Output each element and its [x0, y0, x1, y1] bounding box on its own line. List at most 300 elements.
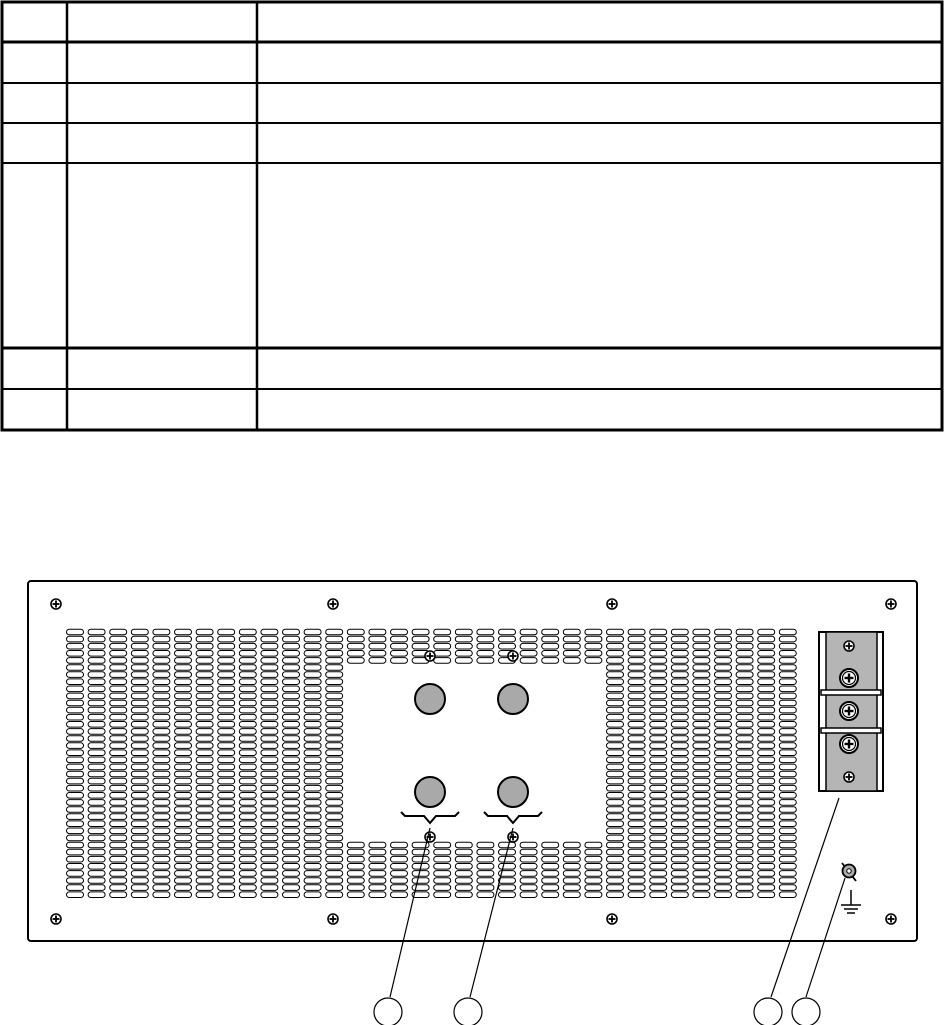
vent-slot [67, 672, 84, 678]
vent-slot [175, 736, 192, 742]
vent-slot [110, 885, 127, 891]
vent-slot [153, 878, 170, 884]
vent-slot [196, 842, 213, 848]
vent-slot [412, 849, 429, 855]
vent-slot [239, 800, 256, 806]
vent-slot [736, 878, 753, 884]
vent-slot [585, 842, 602, 848]
vent-slot [693, 778, 710, 784]
vent-slot [434, 871, 451, 877]
vent-slot [736, 643, 753, 649]
vent-slot [261, 729, 278, 735]
vent-slot [693, 785, 710, 791]
vent-slot [391, 878, 408, 884]
vent-slot [304, 743, 321, 749]
vent-slot [218, 693, 235, 699]
vent-slot [736, 842, 753, 848]
vent-slot [693, 700, 710, 706]
vent-slot [283, 743, 300, 749]
vent-slot [175, 871, 192, 877]
vent-slot [650, 707, 667, 713]
vent-slot [67, 736, 84, 742]
vent-slot [607, 878, 624, 884]
vent-slot [304, 714, 321, 720]
vent-slot [218, 729, 235, 735]
post-plate-screw-icon [425, 651, 435, 661]
vent-slot [369, 658, 386, 664]
vent-slot [779, 892, 796, 898]
vent-slot [736, 821, 753, 827]
vent-slot [455, 643, 472, 649]
vent-slot [196, 700, 213, 706]
vent-slot [412, 636, 429, 642]
vent-slot [326, 793, 343, 799]
vent-slot [715, 778, 732, 784]
vent-slot [671, 729, 688, 735]
vent-slot [736, 750, 753, 756]
vent-slot [736, 800, 753, 806]
vent-slot [67, 778, 84, 784]
vent-slot [67, 835, 84, 841]
vent-slot [218, 821, 235, 827]
vent-slot [715, 835, 732, 841]
vent-slot [218, 878, 235, 884]
vent-slot [218, 636, 235, 642]
vent-slot [131, 693, 148, 699]
vent-slot [88, 651, 105, 657]
vent-slot [283, 714, 300, 720]
vent-slot [758, 700, 775, 706]
vent-slot [131, 672, 148, 678]
vent-slot [175, 864, 192, 870]
vent-slot [693, 757, 710, 763]
vent-slot [671, 707, 688, 713]
terminal-screw-icon[interactable] [840, 735, 858, 753]
vent-slot [779, 651, 796, 657]
vent-slot [326, 885, 343, 891]
vent-slot [175, 849, 192, 855]
vent-slot [671, 764, 688, 770]
vent-slot [758, 800, 775, 806]
vent-slot [455, 864, 472, 870]
vent-slot [520, 842, 537, 848]
vent-slot [628, 665, 645, 671]
vent-slot [196, 643, 213, 649]
vent-slot [779, 643, 796, 649]
vent-slot [239, 629, 256, 635]
binding-post-lower-left[interactable] [415, 777, 445, 807]
vent-slot [715, 665, 732, 671]
vent-slot [671, 828, 688, 834]
vent-slot [520, 885, 537, 891]
vent-slot [585, 878, 602, 884]
vent-slot [196, 807, 213, 813]
vent-slot [455, 849, 472, 855]
vent-slot [779, 793, 796, 799]
vent-slot [412, 871, 429, 877]
vent-slot [218, 679, 235, 685]
vent-slot [347, 856, 364, 862]
vent-slot [736, 785, 753, 791]
vent-slot [196, 885, 213, 891]
vent-slot [693, 629, 710, 635]
vent-slot [671, 672, 688, 678]
vent-slot [88, 856, 105, 862]
vent-slot [607, 849, 624, 855]
vent-slot [715, 651, 732, 657]
vent-slot [607, 842, 624, 848]
vent-slot [196, 849, 213, 855]
vent-slot [607, 629, 624, 635]
vent-slot [283, 864, 300, 870]
vent-slot [650, 729, 667, 735]
vent-slot [650, 814, 667, 820]
vent-slot [693, 856, 710, 862]
vent-slot [520, 629, 537, 635]
vent-slot [153, 771, 170, 777]
vent-slot [196, 835, 213, 841]
vent-slot [239, 743, 256, 749]
vent-slot [326, 679, 343, 685]
vent-slot [671, 665, 688, 671]
vent-slot [650, 686, 667, 692]
vent-slot [758, 771, 775, 777]
vent-slot [671, 679, 688, 685]
vent-slot [607, 828, 624, 834]
terminal-screw-icon[interactable] [840, 669, 858, 687]
vent-slot [283, 828, 300, 834]
vent-slot [607, 729, 624, 735]
vent-slot [563, 643, 580, 649]
vent-slot [110, 814, 127, 820]
vent-slot [671, 750, 688, 756]
vent-slot [455, 636, 472, 642]
vent-slot [239, 643, 256, 649]
vent-slot [693, 814, 710, 820]
vent-slot [304, 814, 321, 820]
vent-slot [67, 707, 84, 713]
vent-slot [131, 658, 148, 664]
vent-slot [347, 636, 364, 642]
vent-slot [671, 856, 688, 862]
vent-slot [196, 722, 213, 728]
vent-slot [736, 629, 753, 635]
vent-slot [607, 722, 624, 728]
vent-slot [650, 629, 667, 635]
vent-slot [175, 636, 192, 642]
vent-slot [715, 729, 732, 735]
vent-slot [218, 771, 235, 777]
vent-slot [131, 821, 148, 827]
vent-slot [88, 693, 105, 699]
vent-slot [239, 750, 256, 756]
vent-slot [261, 750, 278, 756]
vent-slot [693, 849, 710, 855]
vent-slot [88, 892, 105, 898]
vent-slot [110, 643, 127, 649]
vent-slot [196, 814, 213, 820]
vent-slot [153, 729, 170, 735]
binding-post-upper-left[interactable] [415, 684, 445, 714]
vent-slot [110, 828, 127, 834]
vent-slot [693, 885, 710, 891]
vent-slot [304, 800, 321, 806]
vent-slot [261, 842, 278, 848]
vent-slot [736, 757, 753, 763]
vent-slot [261, 722, 278, 728]
vent-slot [67, 785, 84, 791]
vent-slot [110, 693, 127, 699]
vent-slot [607, 892, 624, 898]
vent-slot [758, 743, 775, 749]
vent-slot [326, 835, 343, 841]
vent-slot [628, 821, 645, 827]
vent-slot [391, 849, 408, 855]
vent-slot [628, 651, 645, 657]
vent-slot [736, 679, 753, 685]
vent-slot [218, 672, 235, 678]
vent-slot [715, 714, 732, 720]
vent-slot [153, 821, 170, 827]
vent-slot [88, 871, 105, 877]
vent-slot [758, 722, 775, 728]
vent-slot [715, 629, 732, 635]
vent-slot [110, 743, 127, 749]
vent-slot [542, 864, 559, 870]
vent-slot [715, 743, 732, 749]
vent-slot [326, 849, 343, 855]
vent-slot [326, 871, 343, 877]
vent-slot [131, 736, 148, 742]
vent-slot [196, 778, 213, 784]
vent-slot [67, 814, 84, 820]
vent-slot [261, 643, 278, 649]
vent-slot [563, 878, 580, 884]
vent-slot [153, 629, 170, 635]
vent-slot [736, 736, 753, 742]
callout-bubbles [374, 998, 820, 1025]
vent-slot [175, 643, 192, 649]
vent-slot [153, 700, 170, 706]
binding-post-lower-right[interactable] [498, 777, 528, 807]
vent-slot [499, 629, 516, 635]
vent-slot [175, 828, 192, 834]
vent-slot [391, 643, 408, 649]
vent-slot [218, 700, 235, 706]
vent-slot [131, 757, 148, 763]
vent-slot [175, 821, 192, 827]
vent-slot [304, 700, 321, 706]
vent-slot [758, 707, 775, 713]
vent-slot [196, 785, 213, 791]
vent-slot [628, 835, 645, 841]
vent-slot [585, 651, 602, 657]
vent-slot [455, 885, 472, 891]
vent-slot [607, 651, 624, 657]
vent-slot [758, 679, 775, 685]
vent-slot [153, 707, 170, 713]
vent-slot [434, 842, 451, 848]
vent-slot [196, 750, 213, 756]
vent-slot [153, 658, 170, 664]
vent-slot [779, 856, 796, 862]
vent-slot [175, 722, 192, 728]
vent-slot [88, 849, 105, 855]
vent-slot [326, 658, 343, 664]
vent-slot [131, 764, 148, 770]
vent-slot [779, 864, 796, 870]
vent-slot [304, 658, 321, 664]
vent-slot [434, 878, 451, 884]
vent-slot [563, 842, 580, 848]
vent-slot [779, 658, 796, 664]
vent-slot [131, 878, 148, 884]
vent-slot [628, 849, 645, 855]
vent-slot [153, 743, 170, 749]
terminal-screw-icon[interactable] [840, 702, 858, 720]
vent-slot [499, 842, 516, 848]
vent-slot [607, 835, 624, 841]
vent-slot [175, 729, 192, 735]
vent-slot [110, 729, 127, 735]
vent-slot [736, 714, 753, 720]
vent-slot [628, 736, 645, 742]
vent-slot [369, 643, 386, 649]
vent-slot [175, 842, 192, 848]
vent-slot [218, 707, 235, 713]
vent-slot [715, 764, 732, 770]
binding-post-upper-right[interactable] [498, 684, 528, 714]
vent-slot [283, 764, 300, 770]
vent-slot [736, 793, 753, 799]
vent-slot [650, 785, 667, 791]
vent-slot [693, 636, 710, 642]
vent-slot [736, 665, 753, 671]
vent-slot [563, 864, 580, 870]
vent-slot [239, 736, 256, 742]
vent-slot [628, 800, 645, 806]
vent-slot [110, 785, 127, 791]
vent-slot [131, 722, 148, 728]
vent-slot [175, 757, 192, 763]
vent-slot [175, 679, 192, 685]
terminal-block[interactable] [819, 632, 883, 791]
callout-2 [454, 998, 482, 1025]
vent-slot [477, 856, 494, 862]
vent-slot [110, 793, 127, 799]
vent-slot [628, 807, 645, 813]
vent-slot [239, 665, 256, 671]
vent-slot [326, 750, 343, 756]
vent-slot [477, 651, 494, 657]
vent-slot [326, 828, 343, 834]
vent-slot [67, 849, 84, 855]
vent-slot [628, 785, 645, 791]
vent-slot [715, 722, 732, 728]
vent-slot [607, 750, 624, 756]
vent-slot [650, 679, 667, 685]
vent-slot [261, 878, 278, 884]
vent-slot [67, 651, 84, 657]
vent-slot [175, 665, 192, 671]
vent-slot [412, 878, 429, 884]
vent-slot [153, 722, 170, 728]
vent-slot [175, 693, 192, 699]
vent-slot [283, 878, 300, 884]
vent-slot [671, 835, 688, 841]
vent-slot [455, 892, 472, 898]
vent-slot [563, 849, 580, 855]
vent-slot [585, 629, 602, 635]
vent-slot [628, 892, 645, 898]
vent-slot [218, 842, 235, 848]
vent-slot [347, 878, 364, 884]
vent-slot [391, 864, 408, 870]
vent-slot [563, 658, 580, 664]
vent-slot [628, 707, 645, 713]
vent-slot [67, 722, 84, 728]
vent-slot [715, 736, 732, 742]
vent-slot [196, 757, 213, 763]
vent-slot [715, 679, 732, 685]
vent-slot [758, 757, 775, 763]
vent-slot [671, 693, 688, 699]
vent-slot [131, 665, 148, 671]
vent-slot [131, 636, 148, 642]
vent-slot [693, 793, 710, 799]
vent-slot [131, 835, 148, 841]
vent-slot [628, 714, 645, 720]
vent-slot [196, 707, 213, 713]
vent-slot [131, 892, 148, 898]
vent-slot [304, 871, 321, 877]
vent-slot [758, 778, 775, 784]
vent-slot [67, 871, 84, 877]
vent-slot [779, 871, 796, 877]
vent-slot [131, 778, 148, 784]
vent-slot [175, 651, 192, 657]
vent-slot [758, 871, 775, 877]
vent-slot [88, 679, 105, 685]
vent-slot [520, 636, 537, 642]
vent-slot [131, 842, 148, 848]
vent-slot [304, 807, 321, 813]
vent-slot [88, 672, 105, 678]
table-border [2, 2, 942, 430]
vent-slot [196, 771, 213, 777]
vent-slot [434, 651, 451, 657]
vent-slot [758, 736, 775, 742]
vent-slot [131, 814, 148, 820]
vent-slot [283, 885, 300, 891]
vent-slot [520, 856, 537, 862]
vent-slot [715, 807, 732, 813]
vent-slot [693, 679, 710, 685]
vent-slot [477, 643, 494, 649]
vent-slot [607, 871, 624, 877]
vent-slot [196, 871, 213, 877]
vent-slot [175, 750, 192, 756]
vent-slot [88, 828, 105, 834]
vent-slot [499, 864, 516, 870]
vent-slot [131, 793, 148, 799]
vent-slot [239, 878, 256, 884]
vent-slot [499, 643, 516, 649]
vent-slot [455, 651, 472, 657]
vent-slot [326, 629, 343, 635]
vent-slot [520, 892, 537, 898]
vent-slot [369, 629, 386, 635]
